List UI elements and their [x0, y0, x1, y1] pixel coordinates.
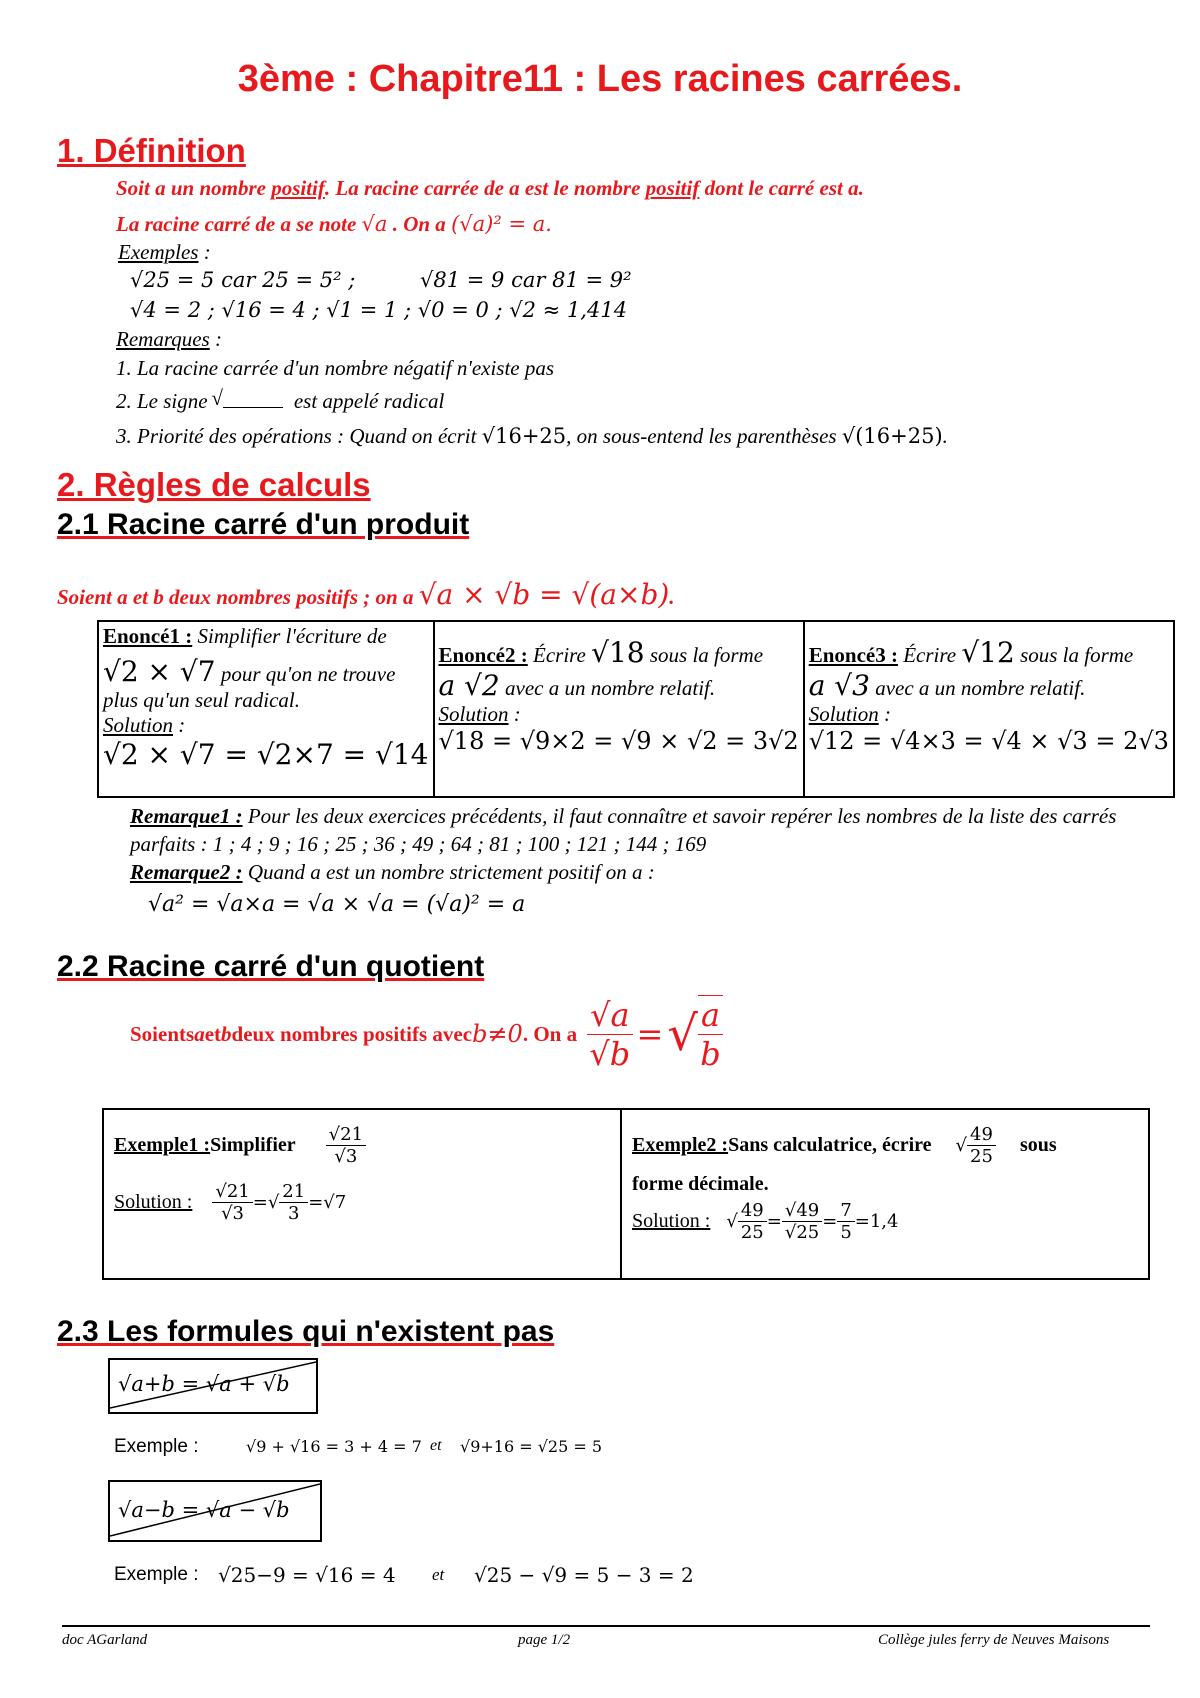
quotient-example-1-cell: Exemple1 : Simplifier $\frac{√21}{√3}$ Solution : $\frac{√21}{√3}$ =√ $\frac{21}{3}$ =√7 — [103, 1109, 621, 1279]
subsection-quotient-heading: 2.2 Racine carré d'un quotient — [57, 950, 485, 983]
false-difference-example-label: Exemple : — [114, 1564, 199, 1585]
enonce-1-cell: Enoncé1 : Simplifier l'écriture de √2 × √7 pour qu'on ne trouve plus qu'un seul radical. Solution : √2 × √7 = √2×7 = √14 — [98, 621, 434, 797]
subsection-product-heading: 2.1 Racine carré d'un produit — [57, 508, 470, 541]
strike-line — [110, 1360, 316, 1412]
footer-author: doc AGarland — [62, 1632, 148, 1648]
false-sum-example-b: √9+16 = √25 = 5 — [460, 1437, 603, 1456]
remark-2: 2. Le signe √ est appelé radical — [116, 386, 445, 413]
example-row-2: √4 = 2 ; √16 = 4 ; √1 = 1 ; √0 = 0 ; √2 ≈ 1,414 — [130, 298, 628, 322]
subsection-false-formulas-heading: 2.3 Les formules qui n'existent pas — [57, 1315, 555, 1348]
definition-line-2: La racine carré de a se note √a . On a (√a)² = a. — [116, 212, 552, 236]
footer-page-number: page 1/2 — [518, 1632, 571, 1648]
false-difference-example-et: et — [432, 1565, 445, 1584]
strike-line — [110, 1482, 320, 1540]
enonce-3-cell: Enoncé3 : Écrire √12 sous la forme a √3 avec a un nombre relatif. Solution : √12 = √4×3 = √4 × √3 = 2√3 — [804, 621, 1174, 797]
remarks-label: Remarques : — [116, 327, 222, 351]
remark-2-formula: √a² = √a×a = √a × √a = (√a)² = a — [148, 892, 526, 917]
footer-school: Collège jules ferry de Neuves Maisons — [878, 1632, 1110, 1648]
quotient-example-2-cell: Exemple2 : Sans calculatrice, écrire √ $\frac{49}{25}$ sous forme décimale. Solution : √ $\frac{49}{25}$ = $\frac{√49}{√25}$ = $\frac{7}{5}$ = 1,4 — [621, 1109, 1149, 1279]
enonce-3-solution: √12 = √4×3 = √4 × √3 = 2√3 — [808, 727, 1169, 755]
false-sum-example-a: √9 + √16 = 3 + 4 = 7 — [246, 1437, 422, 1456]
quotient-rule: Soients a et b deux nombres positifs avec b≠0 . On a $\frac{√a}{√b}$ = √ $\frac{a}{b}$ — [130, 995, 723, 1073]
product-rule: Soient a et b deux nombres positifs ; on a √a × √b = √(a×b). — [57, 578, 675, 611]
remark-3: 3. Priorité des opérations : Quand on écrit √16+25, on sous-entend les parenthèses √(16+25). — [116, 424, 948, 448]
remark-1: 1. La racine carrée d'un nombre négatif n'existe pas — [116, 356, 555, 380]
footer-divider — [62, 1625, 1150, 1627]
false-formula-sum: √a+b = √a + √b — [118, 1372, 290, 1396]
enonce-2-solution: √18 = √9×2 = √9 × √2 = 3√2 — [438, 727, 799, 755]
false-formula-difference: √a−b = √a − √b — [118, 1498, 290, 1522]
product-exercises-table — [97, 620, 1175, 798]
false-sum-example-label: Exemple : — [114, 1436, 199, 1457]
section-rules-heading: 2. Règles de calculs — [57, 466, 371, 503]
quotient-examples-table — [102, 1108, 1150, 1280]
examples-label: Exemples : — [118, 240, 211, 264]
enonce-2-cell: Enoncé2 : Écrire √18 sous la forme a √2 avec a un nombre relatif. Solution : √18 = √9×2 = √9 × √2 = 3√2 — [434, 621, 804, 797]
false-difference-example-b: √25 − √9 = 5 − 3 = 2 — [474, 1563, 694, 1587]
remark-1-product: Remarque1 : Pour les deux exercices précédents, il faut connaître et savoir repérer les nombres de la liste des carrés parfaits : 1 ; 4 ; 9 ; 16 ; 25 ; 36 ; 49 ; 64 ; 81 ; 100 ; 121 ; 144 ; 169 — [130, 804, 1117, 856]
false-difference-example-a: √25−9 = √16 = 4 — [218, 1563, 396, 1587]
example-row-1a: √25 = 5 car 25 = 5² ; — [130, 268, 356, 292]
example-row-1b: √81 = 9 car 81 = 9² — [420, 268, 632, 292]
quotient-formula: $\frac{√a}{√b}$ = √ $\frac{a}{b}$ — [587, 995, 723, 1073]
enonce-1-solution: √2 × √7 = √2×7 = √14 — [103, 738, 429, 771]
false-formula-difference-box — [108, 1480, 322, 1542]
false-formula-sum-box — [108, 1358, 318, 1414]
remark-2-product: Remarque2 : Quand a est un nombre strictement positif on a : — [130, 860, 655, 884]
page-title: 3ème : Chapitre11 : Les racines carrées. — [237, 58, 963, 100]
false-sum-example-et: et — [430, 1437, 442, 1454]
definition-line-1: Soit a un nombre positif. La racine carrée de a est le nombre positif dont le carré est a. — [116, 176, 864, 200]
section-definition-heading: 1. Définition — [57, 132, 246, 169]
